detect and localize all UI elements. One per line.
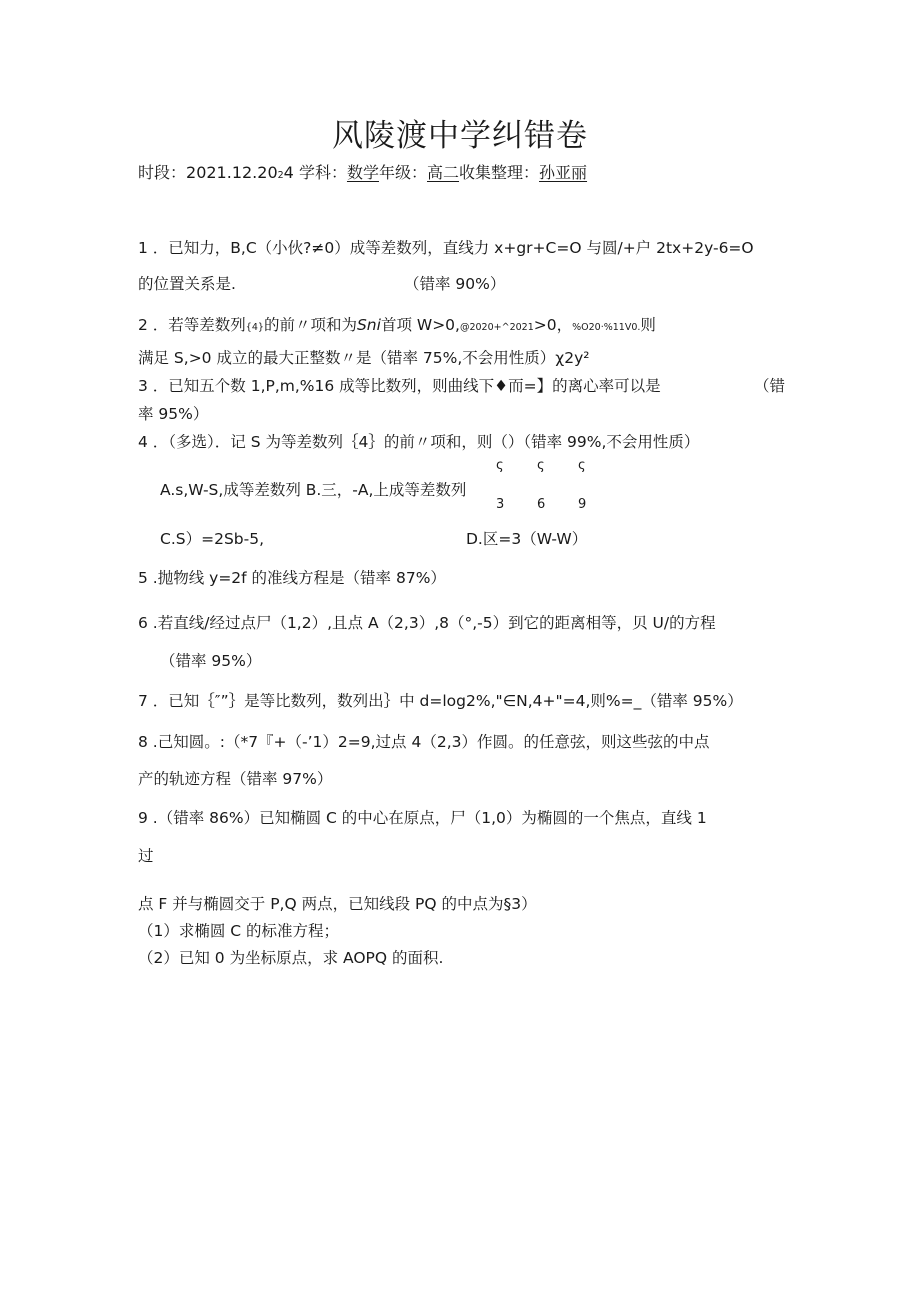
subject-value: 数学 <box>346 163 379 182</box>
question-9-line-4: （1）求椭圆 C 的标准方程； <box>138 922 340 940</box>
frac-bottom-2: 6 <box>537 497 546 512</box>
question-6-line-2: （错率 95%） <box>160 652 262 670</box>
q2-text-f: 则 <box>640 316 656 334</box>
question-4-line-1: 4 ．（多选）．记 S 为等差数列｛4｝的前〃项和，则（）（错率 99%,不会用性质） <box>138 433 700 451</box>
q2-sub-2: @2020+^2021 <box>459 322 534 333</box>
period-label: 时段： <box>138 163 187 182</box>
q2-text-b: 的前〃项和为 <box>263 316 357 334</box>
question-4-options-ab: A.s,W-S,成等差数列 B.三，-A,上成等差数列 <box>160 481 467 499</box>
question-8-line-1: 8 .己知圆。:（*7『+（-’1）2=9,过点 4（2,3）作圆。的任意弦，则这些弦的中点 <box>138 733 710 751</box>
q2-sub-1: {4} <box>245 322 264 333</box>
grade-label: 年级： <box>378 163 427 182</box>
question-7-line-1: 7 ．已知｛″”｝是等比数列，数列出｝中 d=log2%,"∈N,4+"=4,则%=_（错率 95%） <box>138 692 743 710</box>
exam-meta <box>138 160 587 183</box>
q2-text-e: >0， <box>533 316 573 334</box>
question-9-line-2: 过 <box>138 847 154 865</box>
q2-text-a: 2 ．若等差数列 <box>138 316 246 334</box>
frac-top-2: ς <box>537 458 545 473</box>
subject-label: 学科： <box>298 163 347 182</box>
question-4-option-d: D.区=3（W-W） <box>466 530 588 548</box>
question-5-line-1: 5 .抛物线 y=2f 的准线方程是（错率 87%） <box>138 569 446 587</box>
question-6-line-1: 6 .若直线/经过点尸（1,2）,且点 A（2,3）,8（°,-5）到它的距离相等，贝 U/的方程 <box>138 614 716 632</box>
question-1-line-2: 的位置关系是. <box>138 275 236 293</box>
period-sub: 2 <box>277 170 284 181</box>
frac-bottom-1: 3 <box>496 497 505 512</box>
q2-text-d: 首项 W>0, <box>380 316 460 334</box>
question-1-line-1: 1 ．已知力，B,C（小伙?≠0）成等差数列，直线力 x+gr+C=O 与圆/+户 2tx+2y-6=O <box>138 239 754 257</box>
question-9-line-5: （2）已知 0 为坐标原点，求 AOPQ 的面积. <box>138 949 444 967</box>
question-3-line-1: 3 ．已知五个数 1,P,m,%16 成等比数列，则曲线下♦而=】的离心率可以是 <box>138 377 661 395</box>
period-value: 2021.12.20 <box>186 163 278 182</box>
frac-top-1: ς <box>496 458 504 473</box>
period-tail: 4 <box>283 163 294 182</box>
question-4-fraction-bottoms <box>496 497 619 512</box>
page-title: 风陵渡中学纠错卷 <box>332 118 588 154</box>
frac-bottom-3: 9 <box>578 497 587 512</box>
compiler-label: 收集整理： <box>459 163 540 182</box>
grade-value: 高二 <box>427 163 460 182</box>
question-1-error-rate: （错率 90%） <box>404 275 506 293</box>
question-3-line-2: 率 95%） <box>138 405 209 423</box>
question-8-line-2: 产的轨迹方程（错率 97%） <box>138 770 333 788</box>
question-9-line-3: 点 F 并与椭圆交于 P,Q 两点，已知线段 PQ 的中点为§3） <box>138 895 537 913</box>
q2-text-c: Sni <box>356 316 381 334</box>
question-2-line-1 <box>138 313 656 335</box>
question-2-line-2: 满足 S,>0 成立的最大正整数〃是（错率 75%,不会用性质）χ2y² <box>138 349 590 367</box>
compiler-value: 孙亚丽 <box>539 163 588 182</box>
q2-sub-3: %O20·%11V0. <box>572 322 641 333</box>
frac-top-3: ς <box>578 458 586 473</box>
question-9-line-1: 9 .（错率 86%）已知椭圆 C 的中心在原点，尸（1,0）为椭圆的一个焦点，直线 1 <box>138 809 707 827</box>
question-4-fraction-tops <box>496 458 619 473</box>
question-4-option-c: C.S）=2Sb-5, <box>160 530 264 548</box>
question-3-line-1-tail: （错 <box>754 377 786 395</box>
